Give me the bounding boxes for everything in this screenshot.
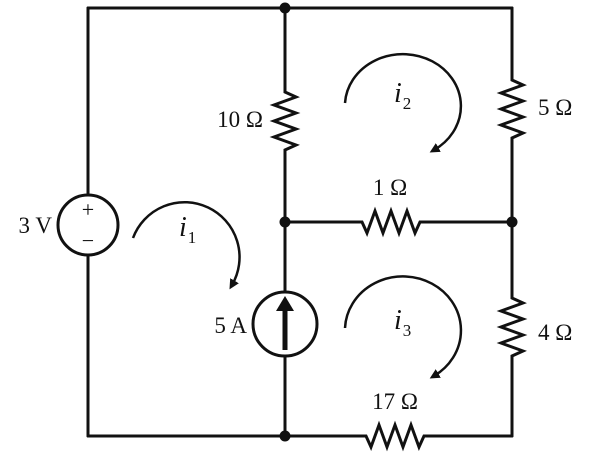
mesh-loop-i2 xyxy=(345,54,461,150)
resistor-1-ohm xyxy=(356,175,424,233)
node-center-right xyxy=(507,217,518,228)
mesh-i3-subscript: 3 xyxy=(402,321,412,340)
resistor-17-ohm xyxy=(360,389,430,447)
resistor-1-ohm-label: 1 Ω xyxy=(372,175,408,200)
mesh-i1-symbol: i xyxy=(179,212,187,243)
resistor-5-ohm-label: 5 Ω xyxy=(538,95,573,120)
resistor-10-ohm-label: 10 Ω xyxy=(217,107,263,132)
current-source xyxy=(214,292,317,356)
voltage-source xyxy=(19,195,118,255)
mesh-i2-symbol: i xyxy=(394,78,402,109)
resistor-4-ohm-label: 4 Ω xyxy=(538,320,573,345)
voltage-source-label: 3 V xyxy=(18,213,52,238)
resistor-5-ohm xyxy=(501,72,572,148)
node-center-middle xyxy=(280,217,291,228)
resistor-10-ohm xyxy=(217,84,296,157)
resistor-4-ohm xyxy=(501,292,572,367)
voltage-source-plus: + xyxy=(81,197,95,222)
svg-text:i2 xyxy=(394,78,411,113)
node-bottom-middle xyxy=(280,431,291,442)
mesh-i1-subscript: 1 xyxy=(187,228,197,247)
voltage-source-minus: − xyxy=(81,228,95,253)
mesh-i3-symbol: i xyxy=(394,305,402,336)
current-source-label: 5 A xyxy=(214,313,247,338)
mesh-loop-i1 xyxy=(133,202,240,285)
mesh-loop-i3 xyxy=(345,276,461,376)
svg-text:i1 xyxy=(179,212,196,247)
resistor-17-ohm-label: 17 Ω xyxy=(372,389,418,414)
mesh-i2-subscript: 2 xyxy=(402,94,412,113)
svg-text:i3 xyxy=(394,305,411,340)
node-top-middle xyxy=(280,3,291,14)
